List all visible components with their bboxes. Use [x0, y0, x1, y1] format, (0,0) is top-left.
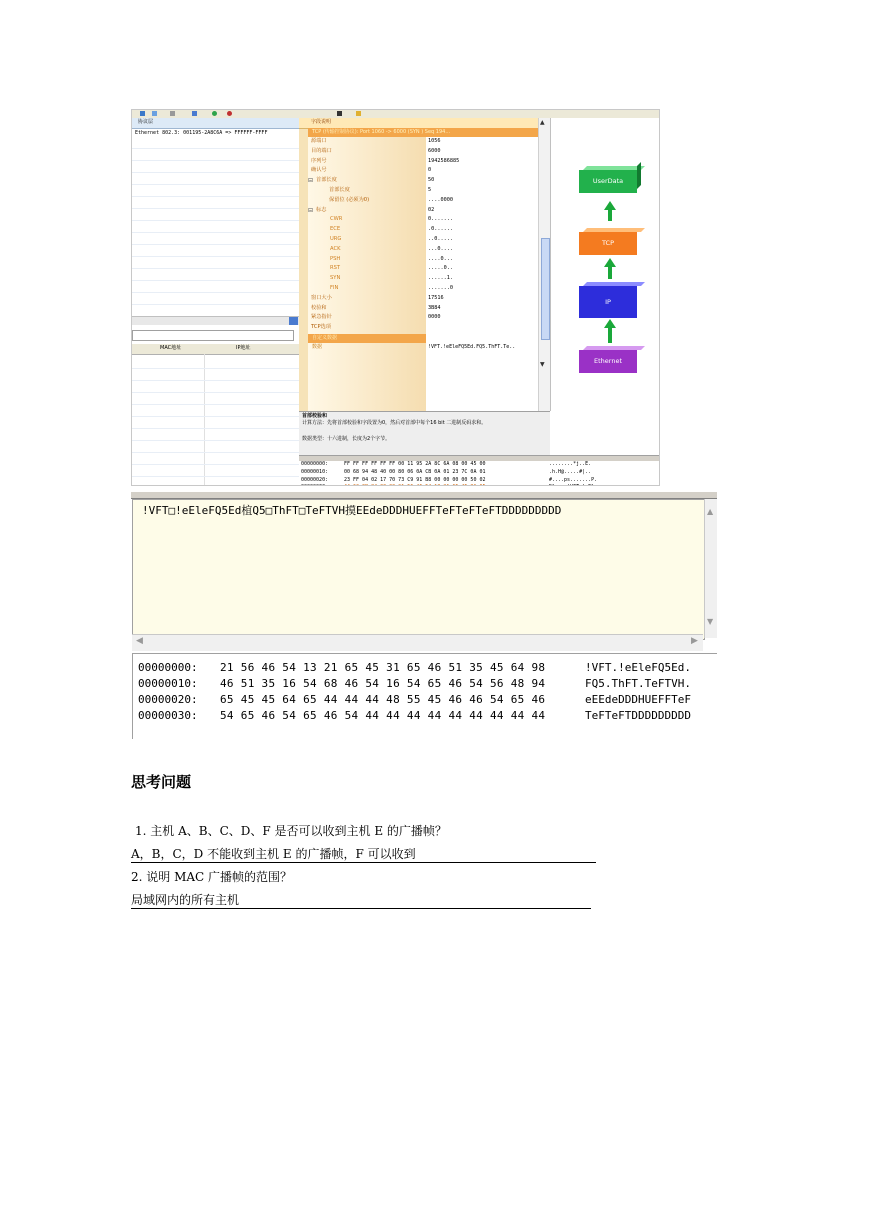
field-value: ...0....	[428, 245, 453, 252]
toolbar-icon[interactable]	[356, 111, 361, 116]
hex-ascii: TeFTeFTDDDDDDDDD	[585, 709, 691, 722]
field-value: .....0..	[428, 265, 453, 272]
scroll-right-icon[interactable]: ▶	[691, 636, 698, 646]
hex-ascii: .h.H@.....#|..	[549, 468, 592, 475]
field-name: ACK	[330, 245, 341, 252]
hex-bytes	[344, 484, 485, 486]
packet-summary[interactable]: Ethernet 802.3: 001195-2A8C6A => FFFFFF-FFFF	[135, 130, 268, 136]
field-name: CWR	[330, 216, 343, 223]
vertical-scrollbar[interactable]	[704, 499, 717, 638]
collapse-icon[interactable]: ⊟	[308, 177, 314, 185]
hex-offset	[301, 484, 328, 486]
field-name: 窗口大小	[311, 294, 332, 301]
description-line-1: 计算方法：先将首部校验和字段置为0，然后对首部中每个16 bit 二进制反码求和。	[302, 420, 487, 426]
layer-label: Ethernet	[579, 350, 637, 373]
hex-ascii	[549, 484, 597, 486]
custom-data-field: 数据	[312, 344, 323, 350]
scroll-down-icon[interactable]: ▼	[540, 361, 545, 368]
field-value: ....0...	[428, 255, 453, 262]
arrow-up-icon	[604, 319, 616, 343]
filter-input[interactable]	[132, 330, 294, 341]
hex-offset: 00000020:	[138, 693, 198, 706]
protocol-stack-diagram	[550, 118, 660, 411]
field-value: ..0.....	[428, 236, 453, 242]
field-value: 5	[428, 187, 432, 193]
scroll-down-icon[interactable]: ▼	[707, 617, 714, 626]
field-name: ECE	[330, 226, 341, 233]
field-value: 1942586885	[428, 157, 460, 164]
field-value: 0000	[428, 314, 441, 321]
tcp-section-row[interactable]	[308, 128, 538, 137]
field-name: 紧急指针	[311, 314, 332, 321]
scroll-left-icon[interactable]: ◀	[136, 636, 143, 646]
field-name: 序列号	[311, 157, 327, 164]
field-name: RST	[330, 265, 341, 272]
hex-ascii: eEEdeDDDHUEFFTeF	[585, 693, 691, 706]
field-value: .......0	[428, 285, 453, 291]
field-name: 首部长度	[316, 177, 337, 184]
field-name: 保留位 (必须为0)	[329, 196, 370, 203]
hex-offset: 00000020:	[301, 476, 329, 483]
toolbar-icon[interactable]	[227, 111, 232, 116]
packet-list-pane	[132, 118, 300, 486]
scroll-up-icon[interactable]: ▲	[540, 119, 545, 126]
hex-bytes: 65 45 45 64 65 44 44 44 48 55 45 46 46 54 65 46	[220, 693, 546, 706]
window-top-edge	[131, 492, 717, 499]
horizontal-scrollbar[interactable]	[132, 634, 703, 651]
field-name: 标志	[316, 206, 327, 213]
hex-bytes: 00 68 94 48 40 00 80 06 0A CB 0A 01 23 7C 0A 01	[344, 468, 486, 475]
hex-bytes: 54 65 46 54 65 46 54 44 44 44 44 44 44 44 44 44	[220, 709, 546, 722]
layer-label: UserData	[579, 170, 637, 193]
field-value: 0.......	[428, 216, 453, 223]
description-title: 首部校验和	[302, 413, 328, 419]
field-name: 目的端口	[311, 147, 332, 154]
scroll-up-icon[interactable]: ▲	[707, 507, 714, 516]
custom-section-title: 自定义数据	[312, 334, 338, 341]
field-value: 3B84	[428, 304, 441, 311]
layer-label: TCP	[579, 232, 637, 255]
field-value: 02	[428, 206, 435, 213]
field-name: 首部长度	[329, 187, 350, 193]
payload-text-area[interactable]	[132, 499, 705, 640]
tcp-field-rows	[299, 137, 538, 333]
field-detail-pane	[299, 118, 550, 411]
payload-hex-dump	[132, 653, 717, 739]
field-name: 源端口	[311, 138, 327, 144]
scroll-right-icon[interactable]	[289, 317, 298, 325]
layer-label: IP	[579, 286, 637, 318]
custom-data-value: !VFT.!eEleFQ5Ed.FQ5.ThFT.Te..	[428, 344, 516, 350]
field-value: 50	[428, 177, 435, 184]
toolbar-icon[interactable]	[170, 111, 175, 116]
field-value: 17516	[428, 294, 444, 301]
hex-ascii: !VFT.!eEleFQ5Ed.	[585, 661, 691, 674]
pane-header-label: 协议层	[138, 119, 154, 125]
hex-offset: 00000010:	[301, 468, 329, 475]
field-name: 校验和	[311, 304, 327, 311]
toolbar-icon[interactable]	[152, 111, 157, 116]
field-value: ......1.	[428, 275, 453, 282]
section-heading: 思考问题	[131, 773, 192, 791]
hex-dump-pane	[299, 455, 660, 486]
field-name: URG	[330, 236, 342, 242]
collapse-icon[interactable]: ⊟	[308, 206, 314, 214]
custom-section-row[interactable]	[308, 334, 426, 343]
answer-1: A，B，C，D 不能收到主机 E 的广播帧，F 可以收到	[131, 845, 596, 863]
protocol-analyzer-screenshot	[131, 109, 660, 486]
toolbar-icon[interactable]	[140, 111, 145, 116]
hex-ascii: ........*j..E.	[549, 461, 592, 467]
toolbar-icon[interactable]	[212, 111, 217, 116]
pane-header	[132, 118, 299, 129]
answer-2: 局域网内的所有主机	[131, 891, 591, 909]
question-2: 2. 说明 MAC 广播帧的范围？	[131, 870, 293, 884]
toolbar-icon[interactable]	[192, 111, 197, 116]
question-1: 1. 主机 A、B、C、D、F 是否可以收到主机 E 的广播帧？	[135, 824, 447, 838]
field-name: SYN	[330, 275, 341, 282]
hex-ascii: #....ps.......P.	[549, 476, 598, 483]
description-line-2: 数据类型：十六进制，长度为2个字节。	[302, 436, 391, 442]
payload-viewer-screenshot	[131, 492, 717, 739]
arrow-up-icon	[604, 201, 616, 221]
custom-data-row[interactable]	[308, 343, 538, 352]
field-description	[299, 411, 550, 455]
field-value: 6000	[428, 147, 441, 154]
hex-bytes: FF FF FF FF FF FF 00 11 95 2A 8C 6A 08 00 45 00	[344, 461, 486, 467]
horizontal-scrollbar[interactable]	[132, 316, 299, 325]
hex-offset: 00000000:	[138, 661, 198, 674]
field-name: FIN	[330, 285, 339, 291]
arrow-up-icon	[604, 258, 616, 279]
detail-header-label: 字段说明	[311, 119, 332, 125]
hex-offset: 00000000:	[301, 461, 329, 467]
hex-bytes: 21 56 46 54 13 21 65 45 31 65 46 51 35 45 64 98	[220, 661, 546, 674]
field-value: .0......	[428, 226, 453, 233]
hex-bytes: 23 FF 04 02 17 70 73 C9 91 B8 00 00 00 00 50 02	[344, 476, 486, 483]
field-name: TCP选项	[311, 324, 331, 331]
scroll-thumb[interactable]	[541, 238, 550, 340]
field-value: 1056	[428, 138, 441, 144]
field-name: 确认号	[311, 167, 327, 174]
col-mac[interactable]: MAC地址	[160, 345, 182, 351]
field-value: ....0000	[428, 196, 453, 203]
hex-bytes: 46 51 35 16 54 68 46 54 16 54 65 46 54 56 48 94	[220, 677, 546, 690]
hex-ascii: FQ5.ThFT.TeFTVH.	[585, 677, 691, 690]
col-ip[interactable]: IP地址	[236, 345, 251, 351]
toolbar-icon[interactable]	[337, 111, 342, 116]
tcp-section-title: TCP (传输控制协议): Port 1060 -> 6000 (SYN ) Seq 194...	[312, 128, 451, 135]
hex-offset: 00000010:	[138, 677, 198, 690]
hex-offset: 00000030:	[138, 709, 198, 722]
payload-text: !VFT□!eEleFQ5Ed椬Q5□ThFT□TeFTVH摸EEdeDDDHUEFFTeFTeFTeFTDDDDDDDDD	[142, 504, 562, 517]
field-name: PSH	[330, 255, 341, 262]
field-value: 0	[428, 167, 432, 174]
toolbar	[132, 110, 660, 118]
address-table-header	[132, 344, 299, 355]
